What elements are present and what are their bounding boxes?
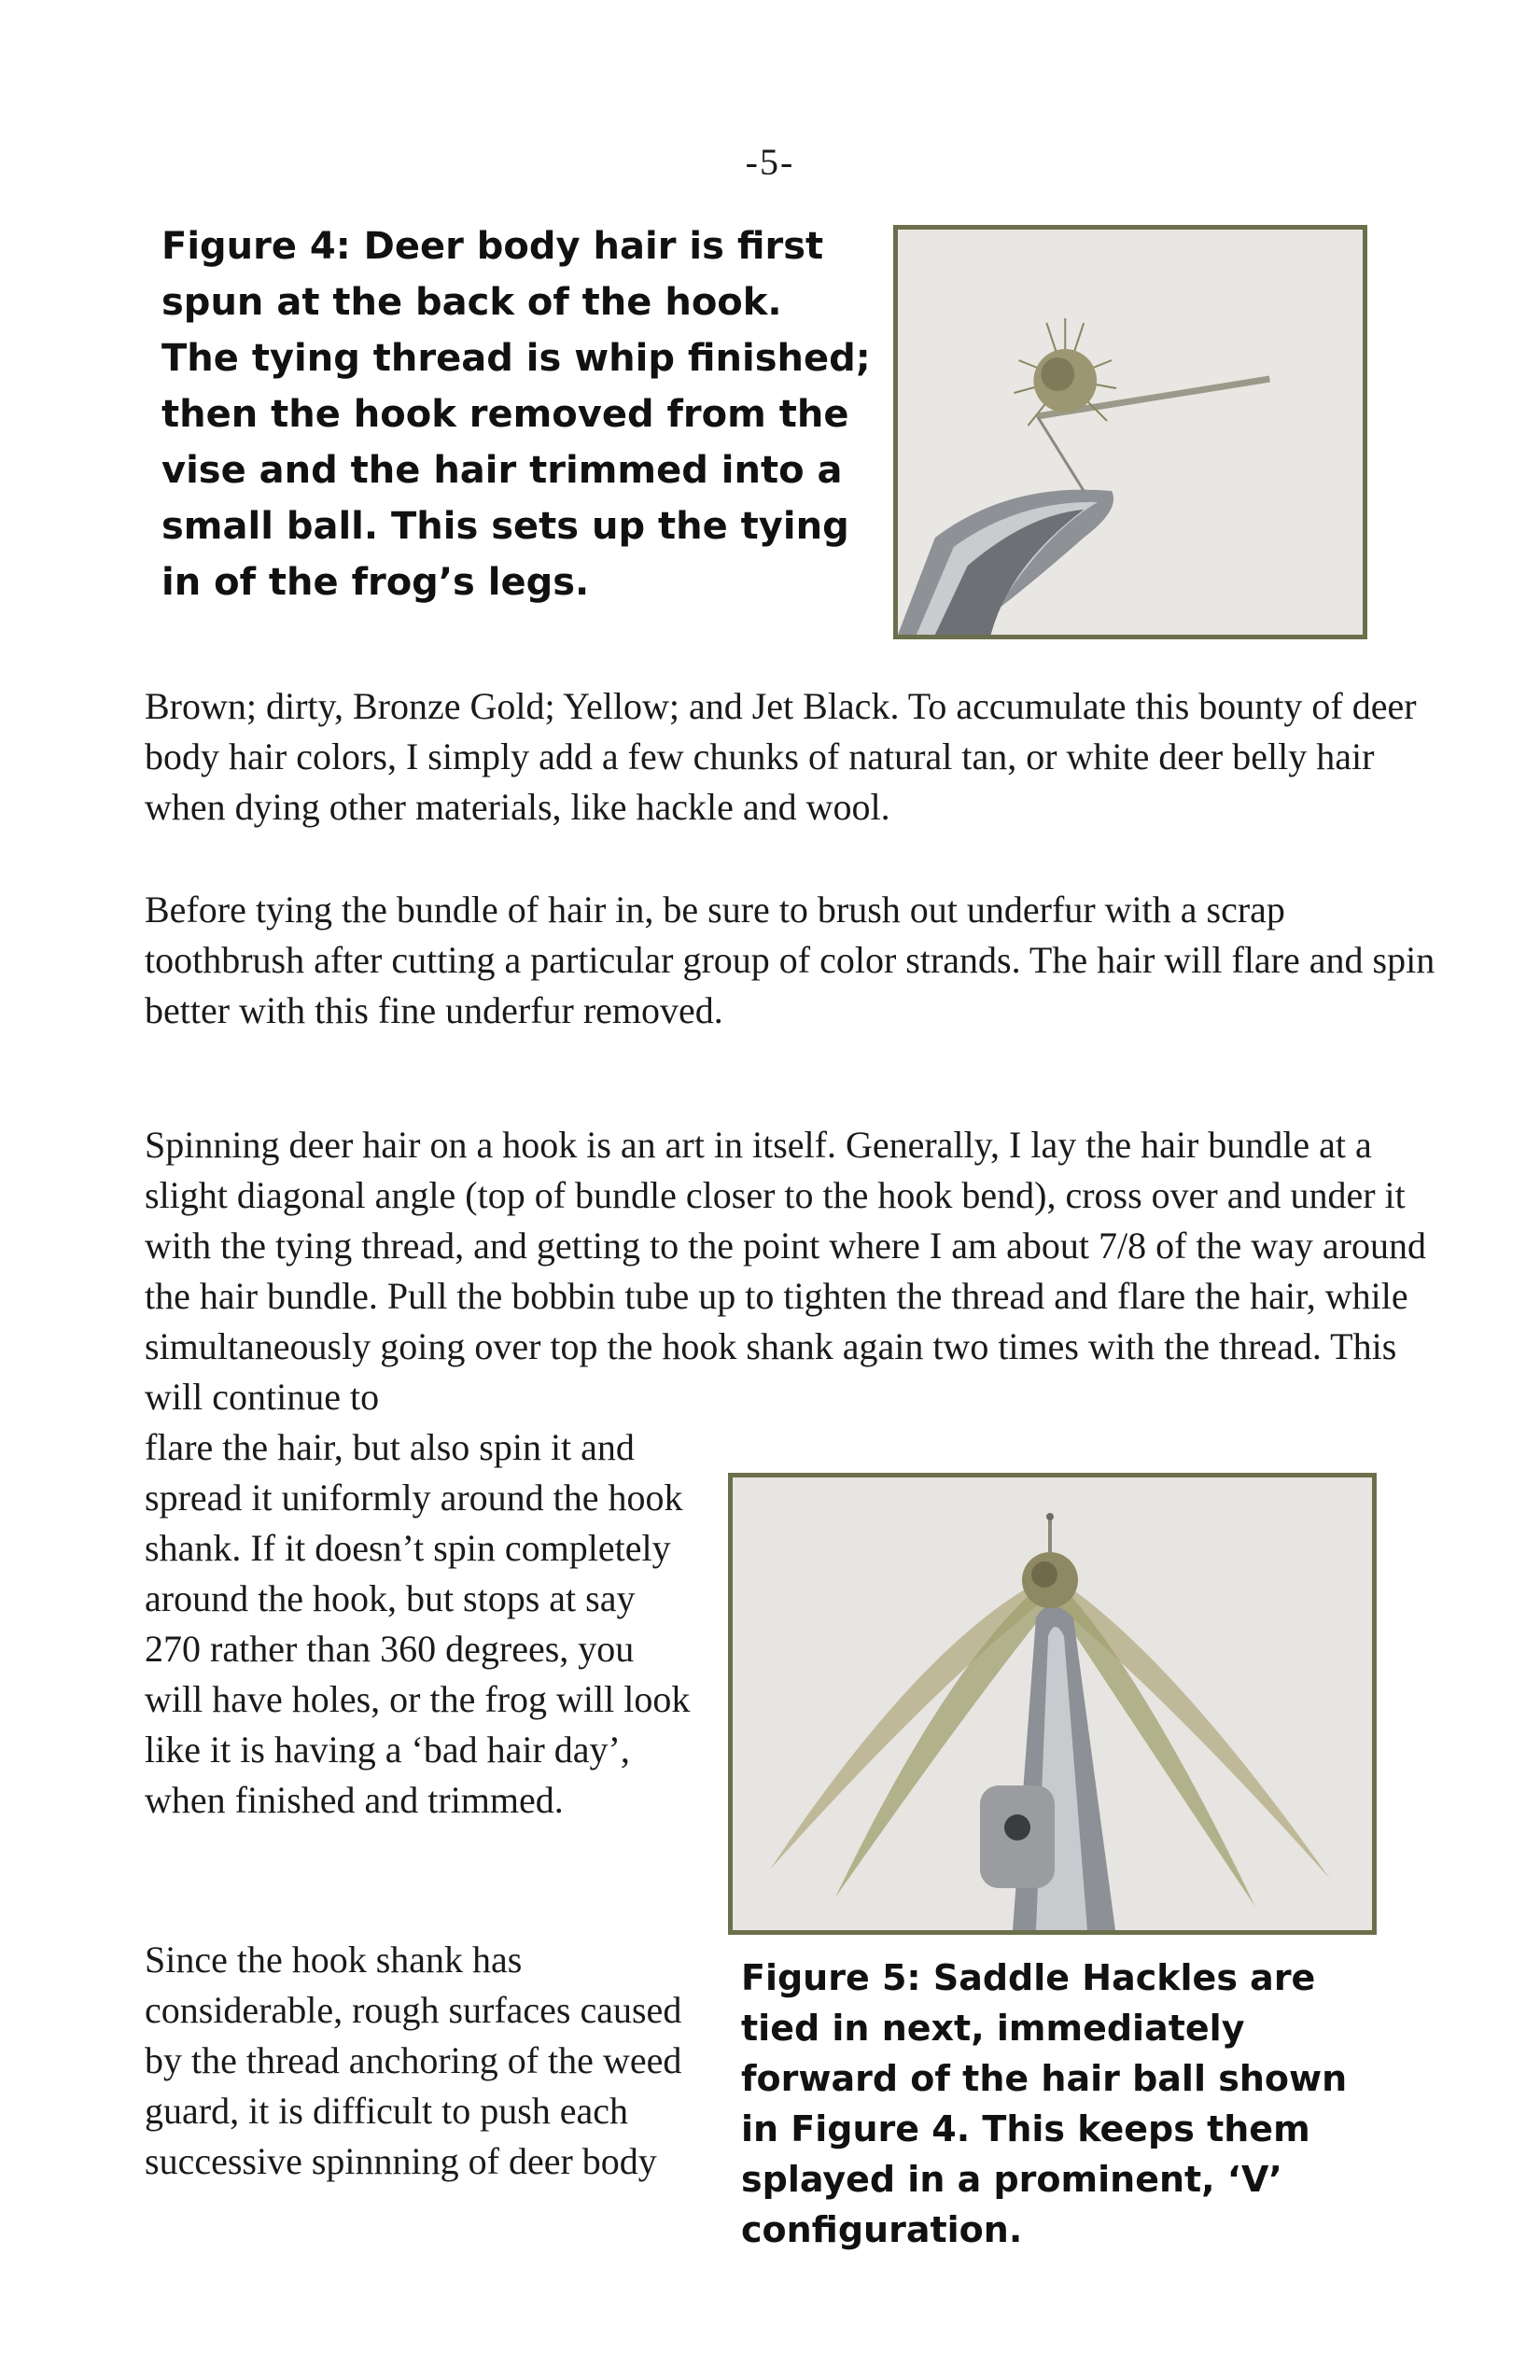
paragraph-1: Brown; dirty, Bronze Gold; Yellow; and Jet Black. To accumulate this bounty of deer body hair colors, I simply add a few chunks of natural tan, or white deer belly hair when dying other materials, like hackle and wool. <box>145 685 1417 828</box>
paragraph-2: Before tying the bundle of hair in, be sure to brush out underfur with a scrap toothbrush after cutting a particular group of color strands. The hair will flare and spin better with this fine underfur removed. <box>145 889 1435 1031</box>
figure-4-caption: Figure 4: Deer body hair is first spun at the back of the hook. The tying thread is whip finished; then the hook removed from the vise and the hair trimmed into a small ball. This sets up the tying in of the frog’s legs. <box>161 225 871 604</box>
paragraph-4: flare the hair, but also spin it and spread it uniformly around the hook shank. If it doesn’t spin completely around the hook, but stops at say 270 rather than 360 degrees, you will have holes, or the frog will look like it is having a ‘bad hair day’, when finished and trimmed. <box>145 1426 691 1821</box>
figure-4-photo <box>893 225 1367 639</box>
figure-5-photo <box>728 1473 1377 1935</box>
figure-5-caption: Figure 5: Saddle Hackles are tied in next, immediately forward of the hair ball shown in Figure 4. This keeps them splayed in a prominent, ‘V’ configuration. <box>741 1957 1348 2250</box>
paragraph-3: Spinning deer hair on a hook is an art in itself. Generally, I lay the hair bundle at a slight diagonal angle (top of bundle closer to the hook bend), cross over and under it with the tying thread, and getting to the point where I am about 7/8 of the way around the hair bundle. Pull the bobbin tube up to tighten the thread and flare the hair, while simultaneously going over top the hook shank again two times with the thread. This will continue to <box>145 1124 1426 1418</box>
paragraph-5: Since the hook shank has considerable, rough surfaces caused by the thread anchoring of the weed guard, it is difficult to push each successive spinnning of deer body <box>145 1939 682 2182</box>
page-number: -5- <box>745 141 795 183</box>
